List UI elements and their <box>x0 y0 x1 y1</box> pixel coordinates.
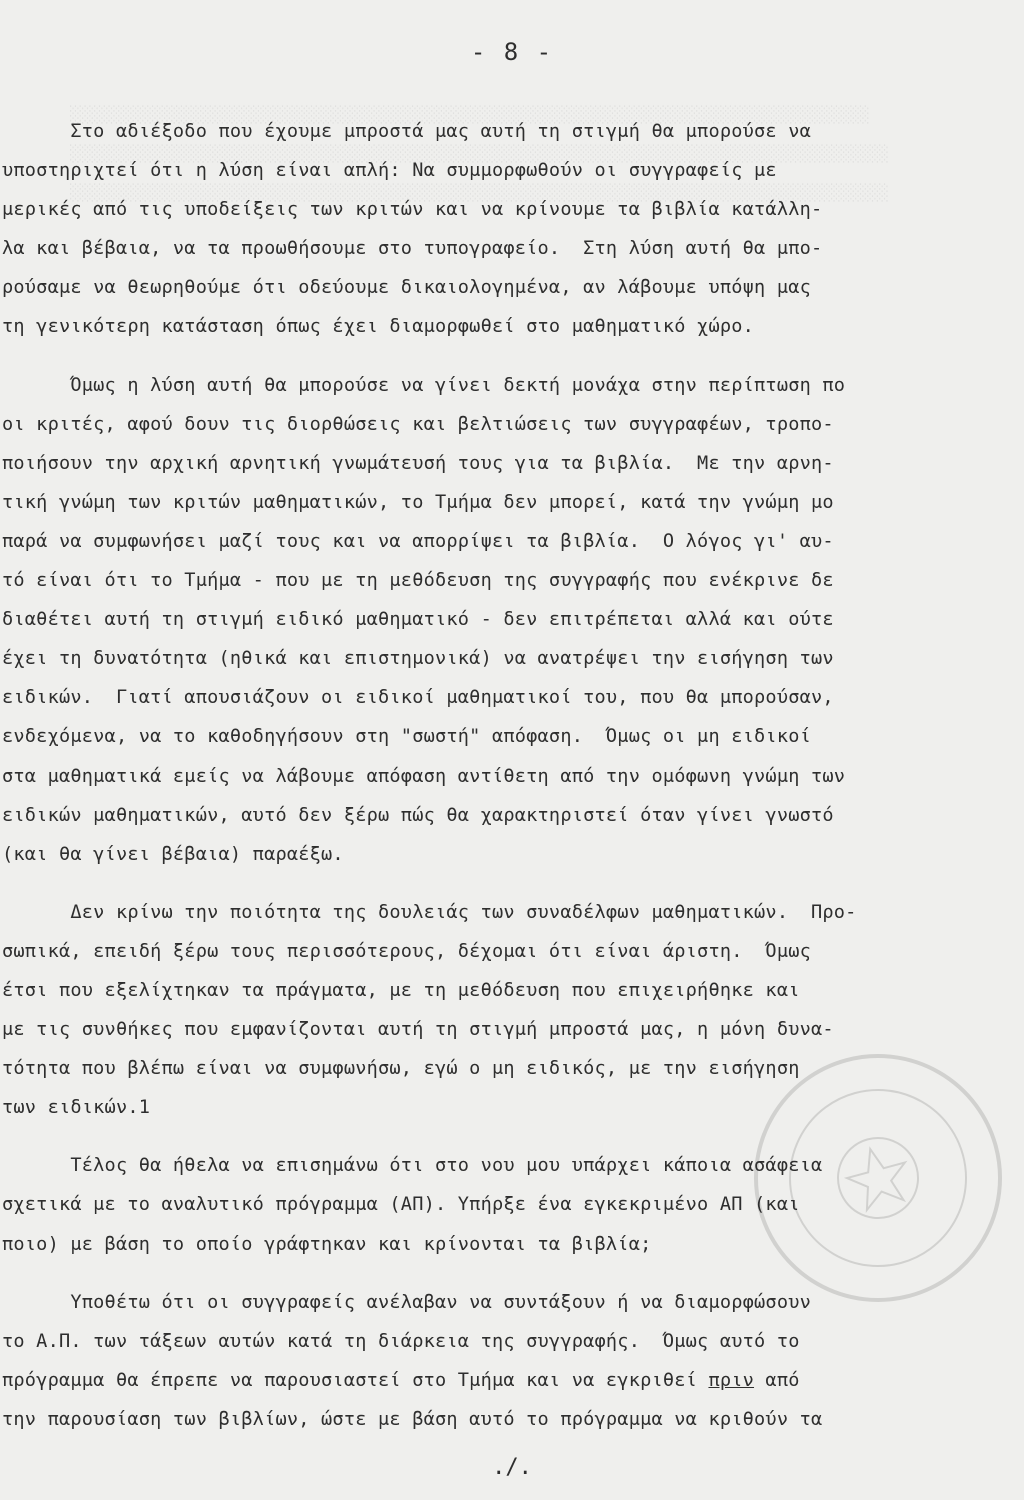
text-line: ενδεχόμενα, να το καθοδηγήσουν στη "σωστή" απόφαση. Όμως οι μη ειδικοί <box>2 726 812 748</box>
text-fragment: από <box>754 1369 800 1391</box>
text-line: έτσι που εξελίχτηκαν τα πράγματα, με τη μεθόδευση που επιχειρήθηκε και <box>2 979 800 1001</box>
text-line: τη γενικότερη κατάσταση όπως έχει διαμορφωθεί στο μαθηματικό χώρο. <box>2 316 755 338</box>
text-line: έχει τη δυνατότητα (ηθικά και επιστημονικά) να ανατρέψει την εισήγηση των <box>2 648 834 670</box>
text-line: παρά να συμφωνήσει μαζί τους και να απορρίψει τα βιβλία. Ο λόγος γι' αυ- <box>2 530 834 552</box>
text-line: ρούσαμε να θεωρηθούμε ότι οδεύουμε δικαιολογημένα, αν λάβουμε υπόψη μας <box>2 277 812 299</box>
page-number: - 8 - <box>470 38 554 66</box>
text-line: τική γνώμη των κριτών μαθηματικών, το Τμήμα δεν μπορεί, κατά την γνώμη μο <box>2 491 834 513</box>
text-line: οι κριτές, αφού δουν τις διορθώσεις και βελτιώσεις των συγγραφέων, τροπο- <box>2 413 834 435</box>
paragraph-gap <box>2 874 1022 893</box>
text-line: ειδικών μαθηματικών, αυτό δεν ξέρω πώς θα χαρακτηριστεί όταν γίνει γνωστό <box>2 804 834 826</box>
text-line <box>2 1361 1022 1400</box>
text-line: Υποθέτω ότι οι συγγραφείς ανέλαβαν να συντάξουν ή να διαμορφώσουν <box>2 1291 812 1313</box>
text-line: Δεν κρίνω την ποιότητα της δουλειάς των συναδέλφων μαθηματικών. Προ- <box>2 901 857 923</box>
text-fragment: πρόγραμμα θα έπρεπε να παρουσιαστεί στο Τμήμα και να εγκριθεί <box>2 1369 709 1391</box>
text-line: ειδικών. Γιατί απουσιάζουν οι ειδικοί μαθηματικοί του, που θα μπορούσαν, <box>2 687 834 709</box>
paragraph-gap <box>2 347 1022 366</box>
text-line: με τις συνθήκες που εμφανίζονται αυτή τη στιγμή μπροστά μας, η μόνη δυνα- <box>2 1019 834 1041</box>
text-line: το Α.Π. των τάξεων αυτών κατά τη διάρκεια της συγγραφής. Όμως αυτό το <box>2 1330 800 1352</box>
text-line: τότητα που βλέπω είναι να συμφωνήσω, εγώ ο μη ειδικός, με την εισήγηση <box>2 1058 800 1080</box>
text-line: στα μαθηματικά εμείς να λάβουμε απόφαση αντίθετη από την ομόφωνη γνώμη των <box>2 765 846 787</box>
bleed-through-texture: ░░░░░░░░░░░░░░░░░░░░░░░░░░░░░░░░░░░░░░░░░░░░░░░░░░░░░░░░░░░░░░░░░░░░░░░░░░░░░░░░░░░ ░░░░░░░░░░░░░░░░░░░░░░░░░░░░░░░░░░░░░░░░░░░░░░░░░░░░░░░░░░░░░░░░░░░░░░░░░░░░░░░░░░░░░ ░░░░░░░░░░░░░░░░░░░░░░░░░░░░░░░░░░░░░░░░░░░░░░░░░░░░░░░░░░░░░░░░░░░░░░░░░░░░░░░░░░░░░ <box>70 105 889 202</box>
text-line: διαθέτει αυτή τη στιγμή ειδικό μαθηματικό - δεν επιτρέπεται αλλά και ούτε <box>2 609 834 631</box>
text-line: των ειδικών.1 <box>2 1097 151 1119</box>
text-line: τό είναι ότι το Τμήμα - που με τη μεθόδευση της συγγραφής που ενέκρινε δε <box>2 570 834 592</box>
text-line: (και θα γίνει βέβαια) παραέξω. <box>2 843 344 865</box>
text-line: υποστηριχτεί ότι η λύση είναι απλή: Να συμμορφωθούν οι συγγραφείς με <box>2 160 777 182</box>
text-line: σωπικά, επειδή ξέρω τους περισσότερους, δέχομαι ότι είναι άριστη. Όμως <box>2 940 812 962</box>
text-line: μερικές από τις υποδείξεις των κριτών και να κρίνουμε τα βιβλία κατάλλη- <box>2 199 823 221</box>
text-line: ποιο) με βάση το οποίο γράφτηκαν και κρίνονται τα βιβλία; <box>2 1233 652 1255</box>
text-line: την παρουσίαση των βιβλίων, ώστε με βάση αυτό το πρόγραμμα να κριθούν τα <box>2 1408 823 1430</box>
text-line: σχετικά με το αναλυτικό πρόγραμμα (ΑΠ). Υπήρξε ένα εγκεκριμένο ΑΠ (και <box>2 1194 800 1216</box>
continuation-mark: ./. <box>492 1455 532 1480</box>
text-line: λα και βέβαια, να τα προωθήσουμε στο τυπογραφείο. Στη λύση αυτή θα μπο- <box>2 238 823 260</box>
underlined-word: πριν <box>708 1369 755 1391</box>
text-line: ποιήσουν την αρχική αρνητική γνωμάτευσή τους για τα βιβλία. Με την αρνη- <box>2 452 834 474</box>
text-line: Όμως η λύση αυτή θα μπορούσε να γίνει δεκτή μονάχα στην περίπτωση πο <box>2 374 846 396</box>
text-line: Τέλος θα ήθελα να επισημάνω ότι στο νου μου υπάρχει κάποια ασάφεια <box>2 1155 823 1177</box>
text-line: Στο αδιέξοδο που έχουμε μπροστά μας αυτή τη στιγμή θα μπορούσε να <box>2 121 812 142</box>
